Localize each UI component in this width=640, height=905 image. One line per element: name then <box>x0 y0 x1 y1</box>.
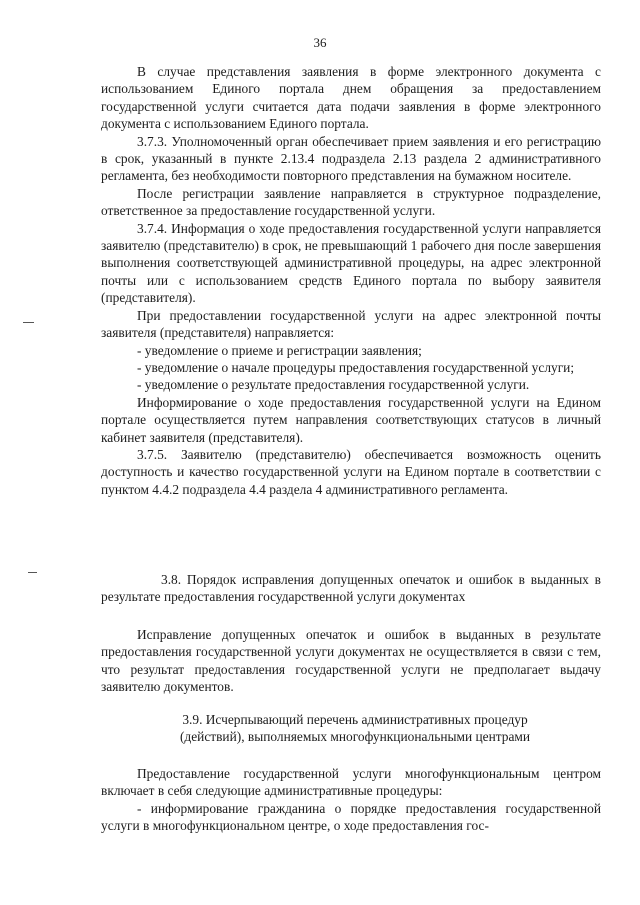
page-number: 36 <box>313 35 327 50</box>
section-3-7-text <box>101 63 601 498</box>
paragraph: После регистрации заявление направляется в структурное подразделение, ответственное за предоставление государственной услуги. <box>101 185 601 219</box>
paragraph: 3.7.4. Информация о ходе предоставления государственной услуги направляется заявителю (представителю) в срок, не превышающий 1 рабочего дня после завершения выполнения соответствующей административной процедуры, на адрес электронной почты или с использованием средств Единого портала по выбору заявителя (представителя). <box>101 220 601 306</box>
section-3-9-text <box>101 765 601 835</box>
list-item: - уведомление о результате предоставления государственной услуги. <box>137 377 530 393</box>
section-3-9-heading: 3.9. Исчерпывающий перечень административных процедур (действий), выполняемых многофункциональными центрами <box>179 712 531 745</box>
margin-mark <box>23 322 34 323</box>
list-item: - уведомление о начале процедуры предоставления государственной услуги; <box>137 359 575 375</box>
section-3-8-heading: 3.8. Порядок исправления допущенных опечаток и ошибок в выданных в результате предоставления государственной услуги документах <box>101 572 601 605</box>
list-item: - уведомление о приеме и регистрации заявления; <box>137 342 422 358</box>
section-3-8-body: Исправление допущенных опечаток и ошибок в выданных в результате предоставления государственной услуги документах не осуществляется в связи с тем, что результат предоставления государственной услуги не предполагает выдачу заявителю документов. <box>101 627 601 695</box>
paragraph: 3.7.3. Уполномоченный орган обеспечивает прием заявления и его регистрацию в срок, указанный в пункте 2.13.4 подраздела 2.13 раздела 2 административного регламента, без необходимости повторного представления на бумажном носителе. <box>101 133 601 184</box>
paragraph: Предоставление государственной услуги многофункциональным центром включает в себя следующие административные процедуры: <box>101 766 601 799</box>
list-item: - информирование гражданина о порядке предоставления государственной услуги в многофункциональном центре, о ходе предоставления гос- <box>101 800 601 834</box>
paragraph: При предоставлении государственной услуги на адрес электронной почты заявителя (представителя) направляется: <box>101 307 601 341</box>
paragraph: В случае представления заявления в форме электронного документа с использованием Единого портала днем обращения за предоставлением государственной услуги считается дата подачи заявления в форме электронного документа с использованием Единого портала. <box>101 64 601 132</box>
paragraph: 3.7.5. Заявителю (представителю) обеспечивается возможность оценить доступность и качество государственной услуги на Едином портале в соответствии с пунктом 4.4.2 подраздела 4.4 раздела 4 административного регламента. <box>101 446 601 497</box>
paragraph: Информирование о ходе предоставления государственной услуги на Едином портале осуществляется путем направления соответствующих статусов в личный кабинет заявителя (представителя). <box>101 394 601 445</box>
margin-mark <box>28 572 37 573</box>
